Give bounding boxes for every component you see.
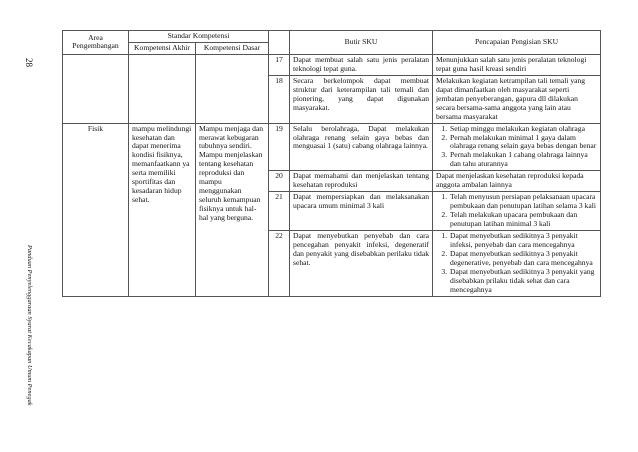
butir-cell: Dapat mempersiapkan dan melaksanakan upacara umum minimal 3 kali xyxy=(290,192,433,231)
list-item: 3. Pernah melakukan 1 cabang olahraga lainnya dan tahu aturannya xyxy=(449,151,597,169)
empty-cell xyxy=(129,54,196,123)
butir-cell: Selalu berolahraga, Dapat melakukan olahraga renang selain gaya bebas dan menguasai 1 (satu) cabang olahraga lainnya. xyxy=(290,123,433,171)
header-number xyxy=(269,31,290,55)
list-item: 1. Dapat menyebutkan sedikitnya 3 penyakit infeksi, penyebab dan cara mencegahnya xyxy=(449,232,597,250)
header-pencapaian: Pencapaian Pengisian SKU xyxy=(433,31,601,55)
pencapaian-cell: Dapat menjelaskan kesehatan reproduksi kepada anggota ambalan lainnya xyxy=(433,171,601,192)
header-kompetensi-akhir: Kompetensi Akhir xyxy=(129,42,196,54)
table-row xyxy=(63,123,601,171)
running-head: Panduan Penyelenggaraan Syarat Kecakapan Umum Penegak xyxy=(26,245,33,406)
row-number: 22 xyxy=(269,231,290,297)
sku-table xyxy=(62,30,601,297)
empty-cell xyxy=(63,54,129,123)
table-row xyxy=(63,54,601,75)
pencapaian-cell: Melakukan kegiatan ketrampilan tali temali yang dapat dimanfaatkan oleh masyarakat seperti jembatan penyeberangan, gapura dll dilakukan secara bersama-sama anggota yang lain atau bersama masyarakat xyxy=(433,75,601,123)
header-row-1 xyxy=(63,31,601,43)
row-number: 17 xyxy=(269,54,290,75)
pencapaian-list xyxy=(436,232,597,295)
pencapaian-cell xyxy=(433,123,601,171)
header-kompetensi-dasar: Kompetensi Dasar xyxy=(196,42,269,54)
area-fisik: Fisik xyxy=(63,123,129,296)
list-item: 2. Telah melakukan upacara pembukaan dan penutupan latihan minimal 3 kali xyxy=(449,211,597,229)
kompetensi-akhir-cell: mampu melindungi kesehatan dan dapat menerima kondisi fisiknya, memanfaatkann ya serta memiliki sportifitas dan kesadaran hidup sehat. xyxy=(129,123,196,296)
list-item: 3. Dapat menyebutkan sedikitnya 3 penyakit yang disebabkan prilaku tidak sehat dan cara mencegahnya xyxy=(449,268,597,295)
list-item: 1. Setiap minggu melakukan kegiatan olahraga xyxy=(449,125,597,134)
pencapaian-list xyxy=(436,125,597,170)
row-number: 19 xyxy=(269,123,290,171)
pencapaian-list xyxy=(436,193,597,229)
page-number: 28 xyxy=(24,58,34,67)
butir-cell: Dapat menyebutkan penyebab dan cara pencegahan penyakit infeksi, degeneratif dan penyakit yang disebabkan perilaku tidak sehat. xyxy=(290,231,433,297)
header-butir: Butir SKU xyxy=(290,31,433,55)
empty-cell xyxy=(196,54,269,123)
pencapaian-cell xyxy=(433,192,601,231)
row-number: 20 xyxy=(269,171,290,192)
header-standar: Standar Kompetensi xyxy=(129,31,269,43)
butir-cell: Secara berkelompok dapat membuat struktur dari keterampilan tali temali dan pionering, yang dapat digunakan masyarakat. xyxy=(290,75,433,123)
list-item: 1. Telah menyusun persiapan pelaksanaan upacara pembukaan dan penutupan latihan selama 3 kali xyxy=(449,193,597,211)
list-item: 2. Pernah melakukan minimal 1 gaya dalam olahraga renang selain gaya bebas dengan benar xyxy=(449,134,597,152)
row-number: 18 xyxy=(269,75,290,123)
pencapaian-cell: Menunjukkan salah satu jenis peralatan teknologi tepat guna hasil kreasi sendiri xyxy=(433,54,601,75)
butir-cell: Dapat memahami dan menjelaskan tentang kesehatan reproduksi xyxy=(290,171,433,192)
row-number: 21 xyxy=(269,192,290,231)
butir-cell: Dapat membuat salah satu jenis peralatan teknologi tepat guna. xyxy=(290,54,433,75)
list-item: 2. Dapat menyebutkan sedikitnya 3 penyakit degenerative, penyebab dan cara mencegahnya xyxy=(449,250,597,268)
kompetensi-dasar-cell: Mampu menjaga dan merawat kebugaran tubuhnya sendiri. Mampu menjelaskan tentang kesehatan reproduksi dan mampu menggunakan seluruh kemampuan fisiknya untuk hal-hal yang berguna. xyxy=(196,123,269,296)
pencapaian-cell xyxy=(433,231,601,297)
header-area: Area Pengembangan xyxy=(63,31,129,55)
